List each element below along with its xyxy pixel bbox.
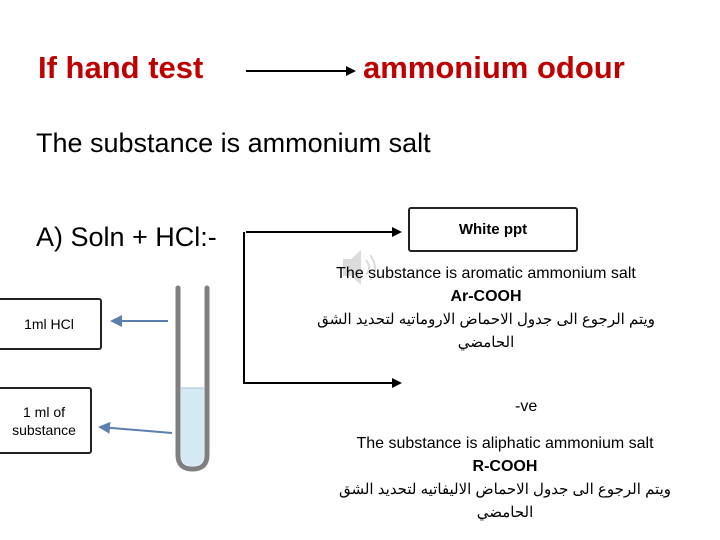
tube-liquid bbox=[181, 388, 204, 466]
test-tube bbox=[178, 288, 207, 469]
substance-label-box bbox=[0, 387, 92, 454]
header-test-label: If hand test bbox=[38, 50, 204, 85]
white-ppt-label: White ppt bbox=[458, 221, 528, 238]
positive-result-arabic-line1: ويتم الرجوع الى جدول الاحماض الاروماتيه لتحديد الشق bbox=[317, 311, 655, 328]
hcl-label: 1ml HCl bbox=[24, 316, 74, 332]
substance-label-line1: 1 ml of bbox=[22, 403, 65, 420]
substance-label-line2: substance bbox=[12, 421, 76, 438]
subtitle: The substance is ammonium salt bbox=[36, 128, 431, 158]
substance-pointer-arrow bbox=[100, 427, 172, 433]
positive-result-line1: The substance is aromatic ammonium salt bbox=[336, 265, 636, 282]
header-result-label: ammonium odour bbox=[363, 50, 625, 85]
negative-result-arabic-line1: ويتم الرجوع الى جدول الاحماض الاليفاتيه لتحديد الشق bbox=[338, 481, 672, 498]
negative-result-line1: The substance is aliphatic ammonium salt bbox=[356, 435, 654, 452]
hcl-label-box bbox=[0, 298, 102, 350]
step-a-label: A) Soln + HCl:- bbox=[36, 222, 217, 252]
positive-result-arabic-line2: الحامضي bbox=[457, 334, 515, 351]
negative-result-arabic-line2: الحامضي bbox=[476, 504, 534, 521]
negative-result-text bbox=[310, 432, 700, 524]
negative-result-formula: R-COOH bbox=[472, 458, 538, 475]
negative-result-label: -ve bbox=[515, 398, 538, 415]
white-ppt-box bbox=[408, 207, 578, 252]
positive-result-formula: Ar-COOH bbox=[450, 288, 522, 305]
positive-result-text bbox=[296, 262, 676, 354]
